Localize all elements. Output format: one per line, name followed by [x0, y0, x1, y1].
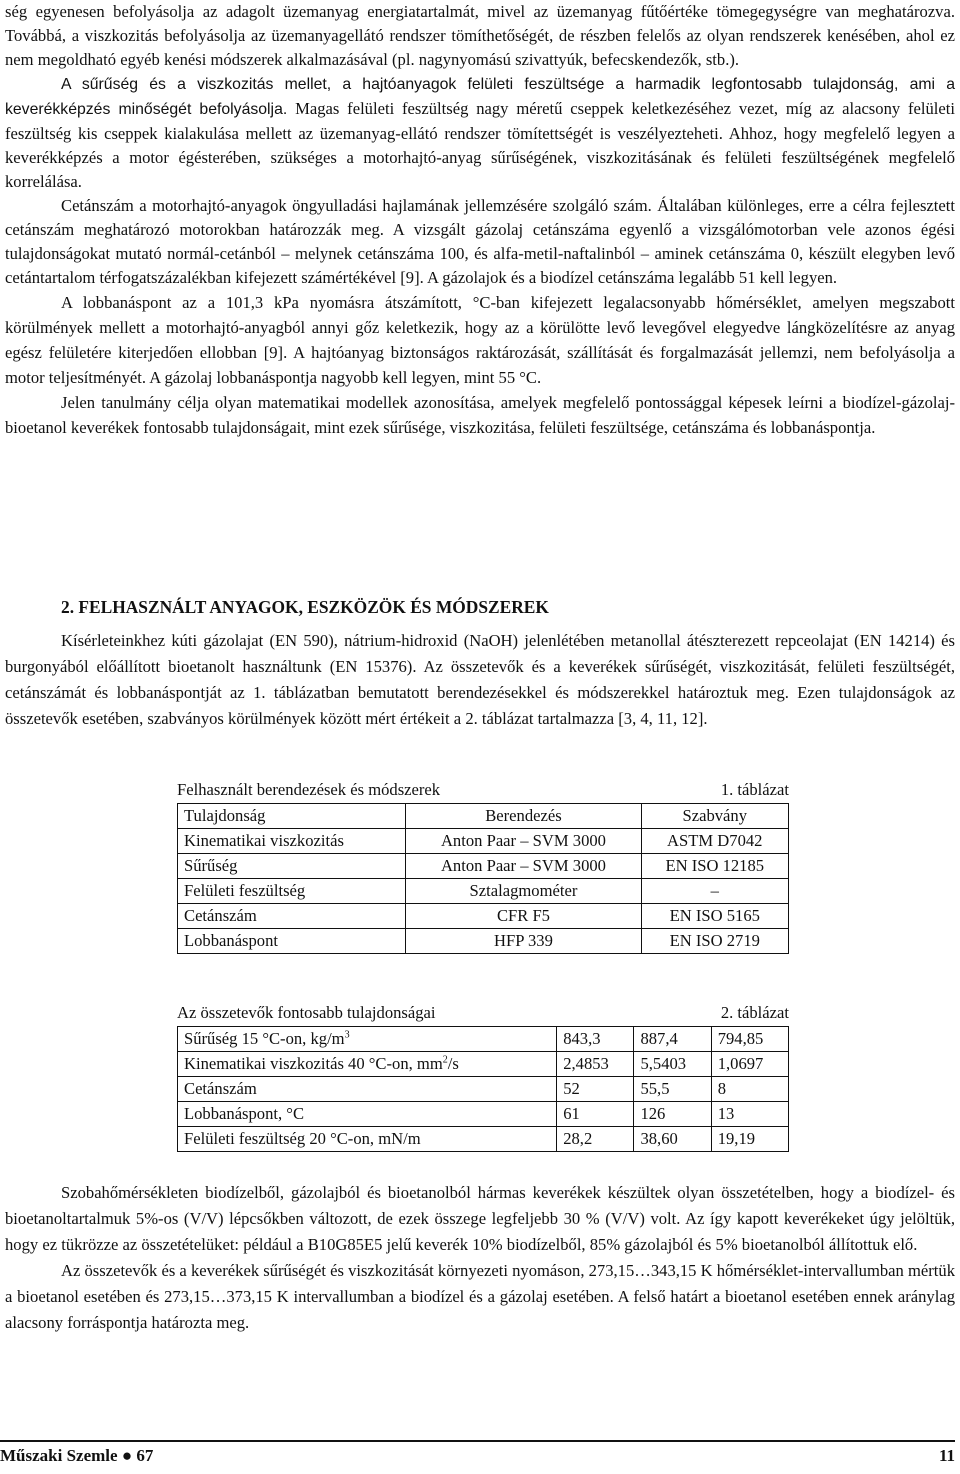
table1-cell: Felületi feszültség	[178, 879, 406, 904]
table2-cell: 794,85	[711, 1027, 788, 1052]
intro-paragraph-3	[5, 194, 955, 290]
table2-cell: 5,5403	[634, 1052, 711, 1077]
table1-cell: ASTM D7042	[641, 829, 788, 854]
table1-block	[177, 779, 789, 954]
table-row	[178, 879, 789, 904]
table1-header-cell: Tulajdonság	[178, 804, 406, 829]
table2-cell: 61	[557, 1102, 634, 1127]
table2-label-cell: Cetánszám	[178, 1077, 557, 1102]
table1-cell: Anton Paar – SVM 3000	[406, 854, 641, 879]
intro-paragraph-2	[5, 72, 955, 194]
bullet-icon: ●	[121, 1446, 133, 1465]
table2-cell: 28,2	[557, 1127, 634, 1152]
table1	[177, 803, 789, 954]
intro-block	[5, 0, 955, 440]
table1-header-row	[178, 804, 789, 829]
table1-cell: Kinematikai viszkozitás	[178, 829, 406, 854]
table1-cell: Cetánszám	[178, 904, 406, 929]
table2-number: 2. táblázat	[720, 1003, 789, 1022]
page-number: 11	[938, 1446, 955, 1465]
intro-text-3: Cetánszám a motorhajtó-anyagok öngyulladási hajlamának jellemzésére szolgáló szám. Általában különleges, erre a célra fejlesztett cetánszám meghatározó motorokban határozzák meg. A vizsgált gázolaj cetánszáma egyenlő a vizsgálómotorban vele azonos égési tulajdonságokat mutató normál-cetánból – melynek cetánszáma 100, és alfa-metil-naftalinból – aminek cetánszáma 0, készült elegyben levő cetántartalom térfogatszázalékban kifejezett számértékével [9]. A gázolajok és a biodízel cetánszáma legalább 51 kell legyen.	[5, 196, 955, 287]
intro-paragraph-4	[5, 290, 955, 390]
table1-caption	[177, 779, 789, 801]
section-block	[5, 628, 955, 732]
table1-cell: EN ISO 5165	[641, 904, 788, 929]
intro-text-4: A lobbanáspont az a 101,3 kPa nyomásra átszámított, °C-ban kifejezett legalacsonyabb hőmérséklet, amelyen megszabott körülmények mellett a motorhajtó-anyagból annyi gőz keletkezik, hogy az a körülötte levő levegővel elegyedve lángközelítésre az anyag egész felületére kiterjedően ellobban [9]. A hajtóanyag biztonságos raktározását, szállítását és forgalmazását jellemzi, nem befolyásolja a motor teljesítményét. A gázolaj lobbanáspontja nagyobb kell legyen, mint 55 °C.	[5, 293, 955, 387]
table2-cell: 19,19	[711, 1127, 788, 1152]
intro-paragraph-5	[5, 390, 955, 440]
table2-cell: 2,4853	[557, 1052, 634, 1077]
table2-sup: 2	[442, 1054, 448, 1066]
table-row	[178, 1077, 789, 1102]
table1-cell: Anton Paar – SVM 3000	[406, 829, 641, 854]
table-row	[178, 1102, 789, 1127]
table2-label: Sűrűség 15 °C-on, kg/m	[184, 1029, 345, 1048]
table1-header-cell: Berendezés	[406, 804, 641, 829]
table2-cell: 13	[711, 1102, 788, 1127]
table1-cell: EN ISO 12185	[641, 854, 788, 879]
table2-label-cell	[178, 1027, 557, 1052]
table-row	[178, 1052, 789, 1077]
intro-text-2: Magas felületi feszültség nagy méretű cseppek keletkezéséhez vezet, míg az alacsony felületi feszültség kis cseppek kialakulása mellett az üzemanyag-ellátó rendszer tömítettségét is veszélyezteheti. Ahhoz, hogy megfelelő legyen a keverékképzés a motor égésterében, szükséges a motorhajtó-anyag sűrűségének, viszkozitásának és felületi feszültségének megfelelő korrelálása.	[5, 99, 956, 191]
table2-cell: 52	[557, 1077, 634, 1102]
table2-label-suffix: /s	[447, 1054, 459, 1073]
intro-text-2-sans: A sűrűség és a viszkozitás mellet, a hajtóanyagok felületi feszültsége a harmadik legfontosabb tulajdonság, ami a keverékképzés minőségét befolyásolja.	[5, 76, 955, 118]
table1-cell: EN ISO 2719	[641, 929, 788, 954]
table1-header-cell: Szabvány	[641, 804, 788, 829]
table-row	[178, 854, 789, 879]
table2	[177, 1026, 789, 1152]
intro-paragraph-1	[5, 0, 955, 72]
table-row	[178, 904, 789, 929]
table2-cell: 887,4	[634, 1027, 711, 1052]
table1-cell: –	[641, 879, 788, 904]
table2-label-cell: Lobbanáspont, °C	[178, 1102, 557, 1127]
table1-cell: Lobbanáspont	[178, 929, 406, 954]
intro-text-5: Jelen tanulmány célja olyan matematikai modellek azonosítása, amelyek megfelelő pontossággal képesek leírni a biodízel-gázolaj-bioetanol keverékek fontosabb tulajdonságait, mint ezek sűrűsége, viszkozitása, felületi feszültsége, cetánszáma és lobbanáspontja.	[5, 393, 955, 437]
after-paragraph-1: Szobahőmérsékleten biodízelből, gázolajból és bioetanolból hármas keverékek készültek olyan összetételben, hogy a biodízel- és bioetanoltartalmuk 5%-os (V/V) lépcsőkben változott, de ezek összege legfeljebb 30 % (V/V) volt. Az így kapott keverékeket úgy jelöltük, hogy ez tükrözze az összetételüket: például a B10G85E5 jelű keverék 10% biodízelből, 85% gázolajból és 5% bioetanolból állítottuk elő.	[5, 1183, 955, 1254]
table2-label: Kinematikai viszkozitás 40 °C-on, mm	[184, 1054, 443, 1073]
table-row	[178, 1127, 789, 1152]
table2-caption	[177, 1002, 789, 1024]
after-paragraph-2: Az összetevők és a keverékek sűrűségét és viszkozitását környezeti nyomáson, 273,15…343,15 K hőmérséklet-intervallumban mértük a bioetanol esetében és 273,15…373,15 K intervallumban a biodízel és a gázolaj esetében. A felső határt a bioetanol esetében ennek aránylag alacsony forráspontja határozta meg.	[5, 1261, 955, 1332]
issue-number: 67	[136, 1446, 154, 1465]
table2-cell: 126	[634, 1102, 711, 1127]
table-row	[178, 929, 789, 954]
footer-journal	[0, 1446, 153, 1466]
table1-cell: HFP 339	[406, 929, 641, 954]
table2-label-cell	[178, 1052, 557, 1077]
section-heading: 2. FELHASZNÁLT ANYAGOK, ESZKÖZÖK ÉS MÓDSZEREK	[61, 597, 549, 617]
table1-number: 1. táblázat	[720, 780, 789, 799]
table-row	[178, 829, 789, 854]
table-row	[178, 1027, 789, 1052]
section-paragraph: Kísérleteinkhez kúti gázolajat (EN 590), nátrium-hidroxid (NaOH) jelenlétében metanollal átészterezett repceolajat (EN 14214) és burgonyából előállított bioetanolt használtunk (EN 15376). Az összetevők és a keverékek sűrűségét, viszkozitását, felületi feszültségét, cetánszámát és lobbanáspontját az 1. táblázatban bemutatott berendezésekkel és módszerekkel határoztuk meg. Ezen tulajdonságok az összetevők esetében, szabványos körülmények között mért értékeit a 2. táblázat tartalmazza [3, 4, 11, 12].	[5, 631, 955, 728]
after-block	[5, 1180, 955, 1336]
table2-cell: 8	[711, 1077, 788, 1102]
page-footer	[0, 1440, 955, 1466]
table2-label-cell: Felületi feszültség 20 °C-on, mN/m	[178, 1127, 557, 1152]
table2-cell: 55,5	[634, 1077, 711, 1102]
table2-cell: 843,3	[557, 1027, 634, 1052]
table1-cell: Sűrűség	[178, 854, 406, 879]
table2-block	[177, 1002, 789, 1152]
table2-cell: 38,60	[634, 1127, 711, 1152]
table2-cell: 1,0697	[711, 1052, 788, 1077]
intro-text-1: ség egyenesen befolyásolja az adagolt üzemanyag energiatartalmát, mivel az üzemanyag fűtőértéke tömegegységre van meghatározva. Továbbá, a viszkozitás befolyásolja az üzemanyagellátó rendszer tömíthetőségét, de részben felelős az olyan rendszerek kenésében, ahol ez nem megoldható egyéb kenési módszerek alkalmazásával (pl. nagynyomású szivattyúk, befecskendezők, stb.).	[5, 2, 955, 69]
table2-title: Az összetevők fontosabb tulajdonságai	[177, 1003, 436, 1022]
table1-title: Felhasznált berendezések és módszerek	[177, 780, 441, 799]
table1-cell: CFR F5	[406, 904, 641, 929]
table2-sup: 3	[344, 1029, 350, 1041]
journal-name: Műszaki Szemle	[0, 1446, 118, 1465]
table1-cell: Sztalagmométer	[406, 879, 641, 904]
